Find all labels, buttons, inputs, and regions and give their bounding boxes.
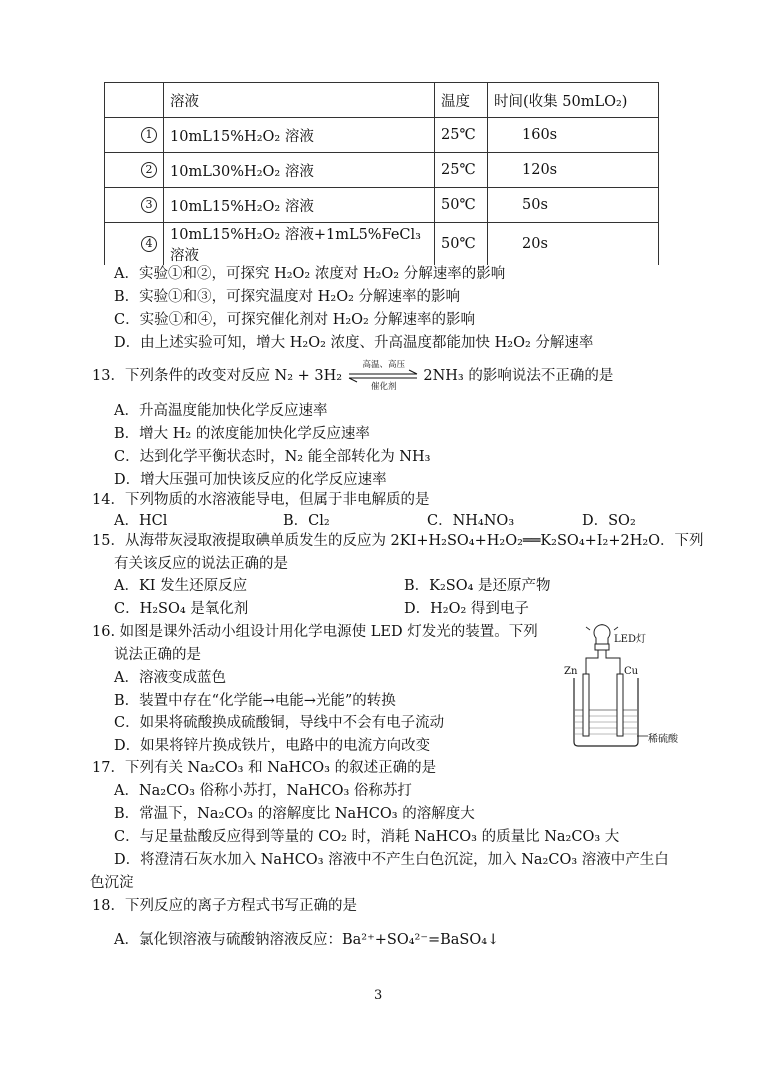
q13-option-d: D．增大压强可加快该反应的化学反应速率 <box>114 472 387 488</box>
table-header-row <box>105 83 659 118</box>
q15-option-d: D．H₂O₂ 得到电子 <box>404 601 529 617</box>
q15-stem-line2: 有关该反应的说法正确的是 <box>114 556 288 572</box>
page-number: 3 <box>374 988 383 1003</box>
q16-option-d: D．如果将锌片换成铁片，电路中的电流方向改变 <box>114 738 431 754</box>
q17-option-b: B．常温下，Na₂CO₃ 的溶解度比 NaHCO₃ 的溶解度大 <box>114 806 475 822</box>
table-cell-time <box>488 153 659 188</box>
q17-option-a: A．Na₂CO₃ 俗称小苏打，NaHCO₃ 俗称苏打 <box>114 783 412 799</box>
circled-number: 1 <box>141 127 157 143</box>
table-row <box>105 188 659 223</box>
q14-stem: 14．下列物质的水溶液能导电，但属于非电解质的是 <box>92 492 430 508</box>
table-cell-solution: 10mL15%H₂O₂ 溶液 <box>164 118 435 153</box>
table-row <box>105 153 659 188</box>
galvanic-cell-figure <box>556 624 696 754</box>
q17-option-d: D．将澄清石灰水加入 NaHCO₃ 溶液中不产生白色沉淀，加入 Na₂CO₃ 溶液中产生白 <box>114 852 669 868</box>
q16-stem-line1: 16. 如图是课外活动小组设计用化学电源使 LED 灯发光的装置。下列 <box>92 624 538 640</box>
q17-stem: 17．下列有关 Na₂CO₃ 和 NaHCO₃ 的叙述正确的是 <box>92 760 437 776</box>
table-header-cell: 时间(收集 50mLO₂) <box>488 83 659 118</box>
time-value: 20s <box>522 236 548 252</box>
arrow-condition-bottom: 催化剂 <box>370 382 397 392</box>
time-value: 160s <box>522 127 558 143</box>
q18-stem: 18．下列反应的离子方程式书写正确的是 <box>92 898 357 914</box>
q14-option-b: B．Cl₂ <box>283 513 330 529</box>
table-cell-solution: 10mL15%H₂O₂ 溶液 <box>164 188 435 223</box>
acid-label: 稀硫酸 <box>648 734 678 745</box>
q15-stem-line1: 15．从海带灰浸取液提取碘单质发生的反应为 2KI+H₂SO₄+H₂O₂══K₂SO₄+I₂+2H₂O．下列 <box>92 533 704 549</box>
q12-option-a: A．实验①和②，可探究 H₂O₂ 浓度对 H₂O₂ 分解速率的影响 <box>114 266 506 282</box>
q13-stem <box>92 360 614 392</box>
arrow-condition-top: 高温、高压 <box>362 360 405 370</box>
q13-option-a: A．升高温度能加快化学反应速率 <box>114 403 328 419</box>
table-cell-temp: 25℃ <box>435 118 488 153</box>
table-header-cell <box>105 83 164 118</box>
q14-option-a: A．HCl <box>114 513 168 529</box>
table-cell-num <box>105 188 164 223</box>
time-value: 120s <box>522 162 558 178</box>
table-cell-num <box>105 223 164 266</box>
q16-option-c: C．如果将硫酸换成硫酸铜，导线中不会有电子流动 <box>114 715 445 731</box>
table-cell-solution: 10mL30%H₂O₂ 溶液 <box>164 153 435 188</box>
table-row <box>105 118 659 153</box>
q17-option-c: C．与足量盐酸反应得到等量的 CO₂ 时，消耗 NaHCO₃ 的质量比 Na₂CO₃ 大 <box>114 829 620 845</box>
q15-option-c: C．H₂SO₄ 是氧化剂 <box>114 601 249 617</box>
q15-option-a: A．KI 发生还原反应 <box>114 578 248 594</box>
q12-option-c: C．实验①和④，可探究催化剂对 H₂O₂ 分解速率的影响 <box>114 312 475 328</box>
table-cell-time <box>488 118 659 153</box>
table-cell-time <box>488 188 659 223</box>
table-cell-temp: 50℃ <box>435 188 488 223</box>
q12-option-b: B．实验①和③，可探究温度对 H₂O₂ 分解速率的影响 <box>114 289 461 305</box>
q18-option-a: A．氯化钡溶液与硫酸钠溶液反应：Ba²⁺+SO₄²⁻=BaSO₄↓ <box>114 932 500 948</box>
circled-number: 2 <box>141 162 157 178</box>
q13-option-b: B．增大 H₂ 的浓度能加快化学反应速率 <box>114 426 370 442</box>
q16-stem-line2: 说法正确的是 <box>114 647 201 663</box>
table-header-cell: 温度 <box>435 83 488 118</box>
cu-label: Cu <box>624 666 639 677</box>
table-cell-temp: 25℃ <box>435 153 488 188</box>
circled-number: 4 <box>141 236 157 252</box>
led-label: LED灯 <box>614 634 646 645</box>
table-cell-temp: 50℃ <box>435 223 488 266</box>
time-value: 50s <box>522 197 548 213</box>
experiment-table <box>104 82 659 265</box>
q16-option-a: A．溶液变成蓝色 <box>114 670 226 686</box>
q17-option-d-cont: 色沉淀 <box>90 875 134 891</box>
q15-option-b: B．K₂SO₄ 是还原产物 <box>404 578 551 594</box>
q13-option-c: C．达到化学平衡状态时，N₂ 能全部转化为 NH₃ <box>114 449 431 465</box>
circled-number: 3 <box>141 197 157 213</box>
table-cell-solution: 10mL15%H₂O₂ 溶液+1mL5%FeCl₃ 溶液 <box>164 223 435 266</box>
table-cell-num <box>105 118 164 153</box>
q14-option-c: C．NH₄NO₃ <box>427 513 515 529</box>
q13-stem-after: 2NH₃ 的影响说法不正确的是 <box>423 368 614 384</box>
q16-option-b: B．装置中存在“化学能→电能→光能”的转换 <box>114 693 396 709</box>
table-header-cell: 溶液 <box>164 83 435 118</box>
zn-label: Zn <box>564 666 578 677</box>
table-cell-num <box>105 153 164 188</box>
table-cell-time <box>488 223 659 266</box>
equilibrium-arrow <box>347 360 419 392</box>
q13-stem-before: 13．下列条件的改变对反应 N₂ + 3H₂ <box>92 368 343 384</box>
q14-option-d: D．SO₂ <box>582 513 636 529</box>
table-row <box>105 223 659 266</box>
q12-option-d: D．由上述实验可知，增大 H₂O₂ 浓度、升高温度都能加快 H₂O₂ 分解速率 <box>114 335 594 351</box>
